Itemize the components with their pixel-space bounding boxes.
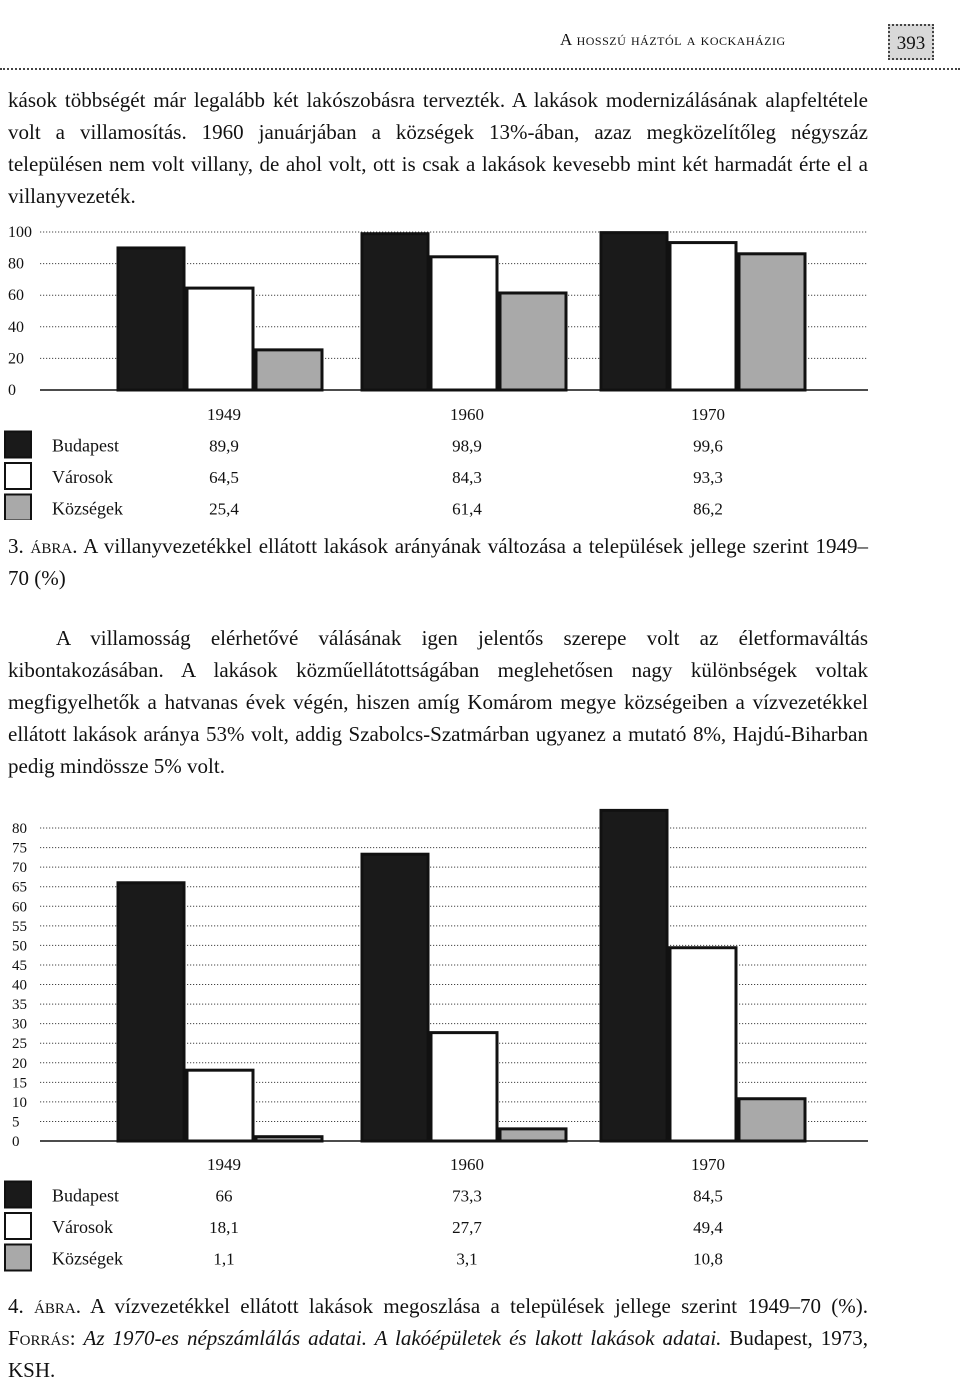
data-value-label: 93,3 [693, 468, 723, 487]
y-tick-label: 65 [12, 879, 27, 896]
figure-4-source-tail: Budapest, 1973, KSH. [8, 1326, 869, 1382]
y-tick-label: 0 [12, 1134, 20, 1150]
legend-label: Községek [52, 1248, 123, 1269]
year-label: 1949 [207, 405, 241, 424]
y-tick-label: 70 [12, 860, 27, 877]
data-value-label: 86,2 [693, 499, 723, 519]
data-value-label: 73,3 [452, 1186, 482, 1206]
figure-4-source-text: Az 1970-es népszámlálás adatai. A lakóépületek és lakott lakások adatai. [83, 1326, 722, 1350]
y-tick-label: 100 [8, 224, 32, 241]
y-tick-label: 40 [8, 318, 24, 336]
y-tick-label: 80 [8, 255, 24, 273]
data-value-label: 3,1 [456, 1249, 478, 1269]
data-value-label: 84,5 [693, 1186, 723, 1206]
legend-swatch-községek [5, 1245, 31, 1271]
data-value-label: 84,3 [452, 468, 482, 487]
y-tick-label: 0 [8, 382, 16, 399]
y-tick-label: 20 [8, 350, 24, 368]
year-label: 1970 [691, 1155, 725, 1174]
bar-községek-1949 [256, 1137, 322, 1141]
y-tick-label: 5 [12, 1114, 20, 1131]
bar-községek-1970 [739, 1099, 805, 1141]
y-tick-label: 35 [12, 997, 27, 1014]
legend-label: Budapest [52, 435, 119, 456]
data-value-label: 98,9 [452, 436, 482, 456]
paragraph-top: kások többségét már legalább két lakószobásra tervezték. A lakások modernizálásának alapfeltétele volt a villamosítás. 1960 januárjában a községek 13%-ában, azaz megközelítőleg négyszáz településen nem volt villany, de ahol volt, ott is csak a lakások kevesebb mint két harmadát érte el a villanyvezeték. [8, 88, 868, 208]
data-value-label: 25,4 [209, 499, 239, 519]
page-number: 393 [888, 24, 934, 60]
y-tick-label: 50 [12, 938, 27, 955]
y-tick-label: 45 [12, 957, 27, 974]
bar-budapest-1949 [118, 883, 184, 1141]
y-tick-label: 75 [12, 840, 27, 857]
figure-4-caption [8, 1290, 868, 1386]
data-value-label: 89,9 [209, 436, 239, 456]
data-value-label: 61,4 [452, 499, 482, 519]
year-label: 1960 [450, 405, 484, 424]
legend-label: Községek [52, 498, 123, 519]
legend-swatch-budapest [5, 1182, 31, 1208]
y-tick-label: 30 [12, 1016, 27, 1033]
data-value-label: 10,8 [693, 1249, 723, 1269]
y-tick-label: 15 [12, 1075, 27, 1092]
figure-3-label: 3. ábra. [8, 534, 78, 558]
y-tick-label: 60 [8, 287, 24, 305]
legend-label: Városok [52, 1217, 113, 1237]
y-tick-label: 20 [12, 1055, 27, 1072]
data-value-label: 99,6 [693, 436, 723, 456]
bar-városok-1960 [431, 1033, 497, 1141]
legend-swatch-városok [5, 1213, 31, 1239]
figure-4-label: 4. ábra. [8, 1294, 81, 1318]
running-title: A hosszú háztól a kockaházig [560, 30, 786, 49]
year-label: 1960 [450, 1155, 484, 1174]
data-value-label: 18,1 [209, 1218, 239, 1237]
year-label: 1949 [207, 1155, 241, 1174]
y-tick-label: 55 [12, 918, 27, 935]
y-tick-label: 10 [12, 1094, 27, 1111]
paragraph-mid-text: A villamosság elérhetővé válásának igen jelentős szerepe volt az életformaváltás kibontakozásában. A lakások közműellátottságában meglehetősen nagy különbségek voltak megfigyelhetők a hatvanas évek végén, hiszen amíg Komárom megye községeiben a vízvezetékkel ellátott lakások aránya 53% volt, addig Szabolcs-Szatmárban ugyanez a mutató 8%, Hajdú-Biharban pedig mindössze 5% volt. [8, 626, 868, 778]
year-label: 1970 [691, 405, 725, 424]
figure-4-source-label: Forrás: [8, 1326, 76, 1350]
bar-városok-1970 [670, 948, 736, 1141]
figure-4-text: A vízvezetékkel ellátott lakások megoszlása a települések jellege szerint 1949–70 (%). [90, 1294, 868, 1318]
bar-községek-1960 [500, 1129, 566, 1141]
bar-városok-1949 [187, 1070, 253, 1141]
figure-3-text: A villanyvezetékkel ellátott lakások arányának változása a települések jellege szerint 1949–70 (%) [8, 534, 868, 590]
legend-label: Városok [52, 467, 113, 487]
y-tick-label: 40 [12, 977, 27, 994]
y-tick-label: 80 [12, 821, 27, 837]
data-value-label: 64,5 [209, 468, 239, 487]
data-value-label: 66 [215, 1186, 233, 1206]
y-tick-label: 60 [12, 899, 27, 916]
bar-budapest-1960 [362, 854, 428, 1141]
data-value-label: 27,7 [452, 1218, 482, 1237]
data-value-label: 1,1 [213, 1249, 235, 1269]
y-tick-label: 25 [12, 1036, 27, 1053]
bar-budapest-1970 [601, 810, 667, 1141]
legend-label: Budapest [52, 1185, 119, 1206]
data-value-label: 49,4 [693, 1218, 723, 1237]
